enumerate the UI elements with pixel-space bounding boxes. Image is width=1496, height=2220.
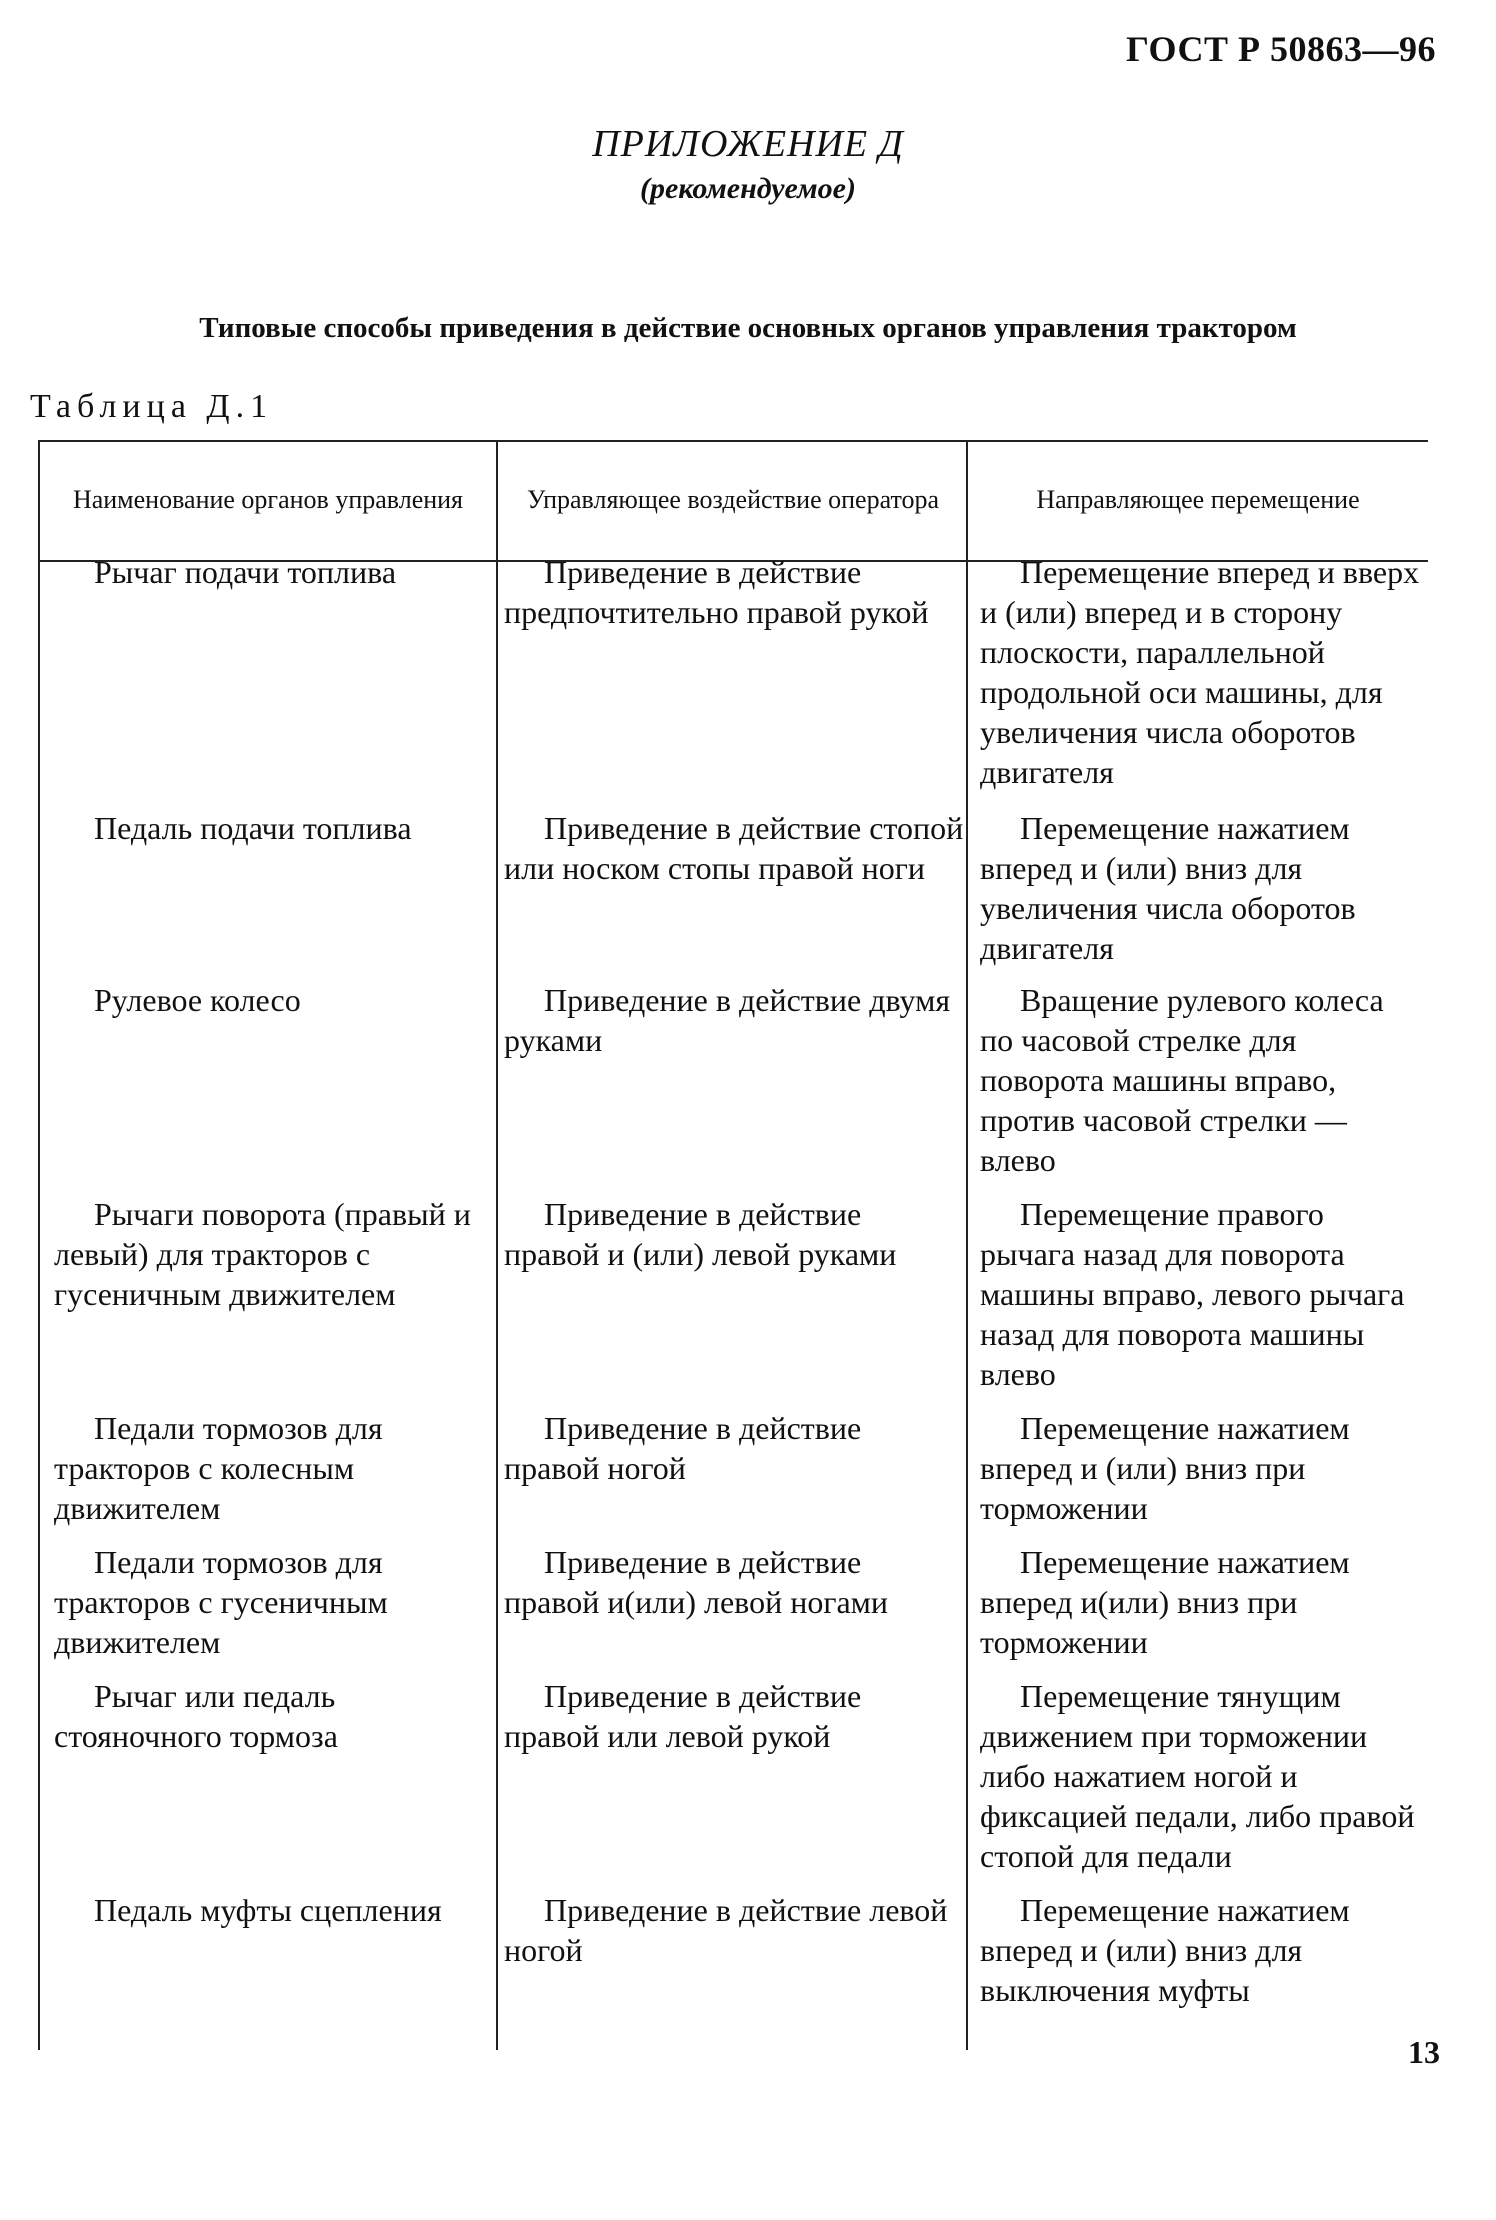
row-direction: Перемещение правого рычага назад для поворота машины вправо, левого рычага назад для поворота машины влево	[980, 1196, 1405, 1392]
table-label: Таблица Д.1	[30, 388, 274, 425]
row-direction: Вращение рулевого колеса по часовой стрелке для поворота машины вправо, против часовой стрелки — влево	[980, 982, 1384, 1178]
row-direction: Перемещение нажатием вперед и (или) вниз для увеличения числа оборотов двигателя	[980, 810, 1356, 966]
document-id: ГОСТ Р 50863—96	[1126, 29, 1436, 69]
row-direction: Перемещение тянущим движением при торможении либо нажатием ногой и фиксацией педали, либо правой стопой для педали	[980, 1678, 1415, 1874]
row-control: Рычаги поворота (правый и левый) для тракторов с гусеничным движителем	[54, 1196, 471, 1312]
row-direction: Перемещение вперед и вверх и (или) вперед и в сторону плоскости, параллельной продольной оси машины, для увеличения числа оборотов двигателя	[980, 554, 1420, 790]
row-control: Педаль муфты сцепления	[94, 1892, 442, 1928]
row-control: Рычаг подачи топлива	[94, 554, 397, 590]
row-action: Приведение в действие предпочтительно правой рукой	[504, 554, 929, 630]
page-number: 13	[1408, 2034, 1440, 2070]
table-heading: Типовые способы приведения в действие основных органов управления трактором	[199, 312, 1297, 344]
header-direction: Направляющее перемещение	[1036, 485, 1360, 514]
row-action: Приведение в действие правой ногой	[504, 1410, 862, 1486]
row-control: Рулевое колесо	[94, 982, 301, 1018]
header-control-name: Наименование органов управления	[72, 485, 464, 514]
controls-table	[38, 440, 1428, 2050]
header-operator-action: Управляющее воздействие оператора	[526, 485, 940, 514]
table-left-border	[38, 440, 40, 2050]
row-control: Рычаг или педаль стояночного тормоза	[54, 1678, 338, 1754]
column-divider-2	[966, 440, 968, 2050]
column-divider-1	[496, 440, 498, 2050]
row-control: Педали тормозов для тракторов с гусеничным движителем	[54, 1544, 388, 1660]
row-direction: Перемещение нажатием вперед и (или) вниз при торможении	[980, 1410, 1350, 1526]
row-action: Приведение в действие правой и (или) левой руками	[504, 1196, 897, 1272]
row-action: Приведение в действие левой ногой	[504, 1892, 948, 1968]
row-direction: Перемещение нажатием вперед и (или) вниз для выключения муфты	[980, 1892, 1350, 2008]
row-action: Приведение в действие стопой или носком стопы правой ноги	[504, 810, 964, 886]
row-control: Педали тормозов для тракторов с колесным движителем	[54, 1410, 383, 1526]
appendix-title: ПРИЛОЖЕНИЕ Д	[592, 123, 904, 165]
row-action: Приведение в действие двумя руками	[504, 982, 951, 1058]
row-action: Приведение в действие правой или левой рукой	[504, 1678, 862, 1754]
row-direction: Перемещение нажатием вперед и(или) вниз при торможении	[980, 1544, 1350, 1660]
row-control: Педаль подачи топлива	[94, 810, 412, 846]
row-action: Приведение в действие правой и(или) левой ногами	[504, 1544, 889, 1620]
appendix-subtitle: (рекомендуемое)	[640, 172, 856, 205]
